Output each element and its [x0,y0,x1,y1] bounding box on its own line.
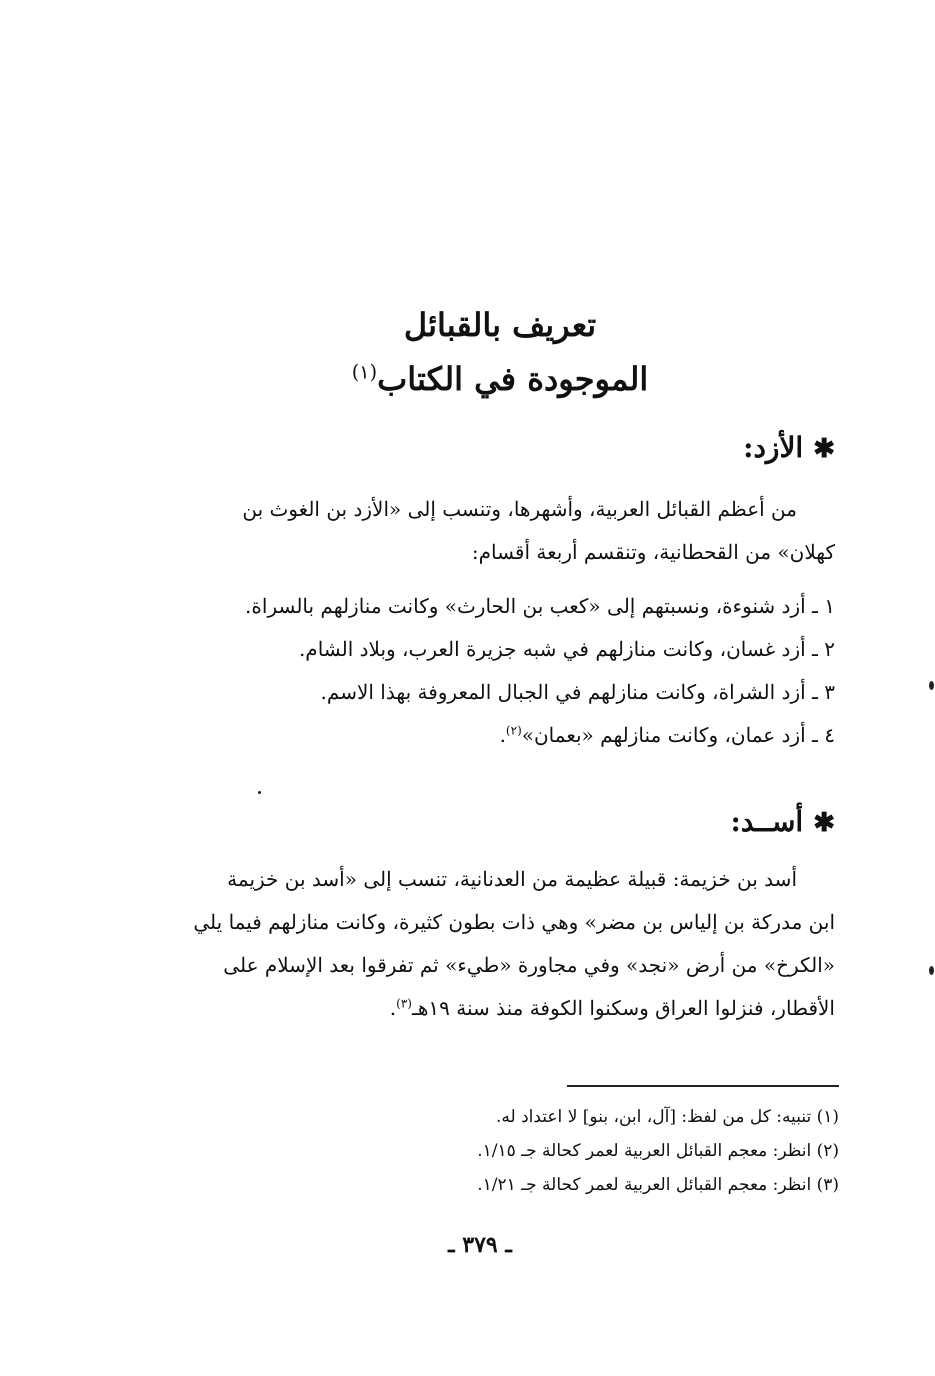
asad-line-3: «الكرخ» من أرض «نجد» وفي مجاورة «طيء» ثم تفرقوا بعد الإسلام على [223,953,835,977]
footnote-item: (٣) انظر: معجم القبائل العربية لعمر كحالة جـ ١/٢١. [477,1175,839,1195]
asad-line-2: ابن مدركة بن إلياس بن مضر» وهي ذات بطون كثيرة، وكانت منازلهم فيما يلي [193,910,835,934]
asad-paragraph [135,858,835,1030]
title-line-2-text: الموجودة في الكتاب [377,360,649,398]
section-heading-azd [743,428,835,469]
footnote-ref-2: (٢) [505,723,522,738]
title-line-1: تعريف بالقبائل [403,306,597,344]
list-item: ٣ ـ أزد الشراة، وكانت منازلهم في الجبال المعروفة بهذا الاسم. [320,680,835,704]
footnote-separator [567,1085,839,1087]
page-title [180,298,820,406]
star-icon: ✱ [813,434,835,464]
footnotes [239,1100,839,1202]
azd-intro-line-2: كهلان» من القحطانية، وتنقسم أربعة أقسام: [471,540,835,564]
list-item-4-text: ٤ ـ أزد عمان، وكانت منازلهم «بعمان» [521,723,835,747]
footnote-ref-3: (٣) [396,996,412,1011]
page-number: ـ ٣٧٩ ـ [448,1232,512,1258]
footnote-item: (١) تنبيه: كل من لفظ: [آل، ابن، بنو] لا اعتداد له. [495,1107,839,1127]
asad-line-1: أسد بن خزيمة: قبيلة عظيمة من العدنانية، تنسب إلى «أسد بن خزيمة [227,867,797,891]
list-item [155,714,835,757]
azd-intro-line-1: من أعظم القبائل العربية، وأشهرها، وتنسب إلى «الأزد بن الغوث بن [242,497,797,521]
scan-speck [929,681,934,690]
list-item: ١ ـ أزد شنوءة، ونسبتهم إلى «كعب بن الحارث» وكانت منازلهم بالسراة. [245,594,835,618]
section-heading-asad [731,802,835,843]
list-item: ٢ ـ أزد غسان، وكانت منازلهم في شبه جزيرة العرب، وبلاد الشام. [298,637,835,661]
star-icon: ✱ [813,808,835,838]
list-item-4-end: . [499,723,506,747]
asad-line-4-end: . [389,996,397,1020]
azd-divisions-list [155,585,835,757]
section-heading-asad-text: أســد: [730,805,804,838]
section-heading-azd-text: الأزد: [743,431,804,464]
title-line-2 [180,352,820,406]
asad-line-4-text: الأقطار، فنزلوا العراق وسكنوا الكوفة منذ سنة ١٩هـ [411,996,835,1020]
scan-speck [929,966,934,975]
footnote-ref-1: (١) [351,360,378,384]
footnote-item: (٢) انظر: معجم القبائل العربية لعمر كحالة جـ ١/١٥. [477,1141,839,1161]
azd-intro [135,488,835,574]
scan-speck [258,791,261,794]
asad-line-4 [135,987,835,1030]
